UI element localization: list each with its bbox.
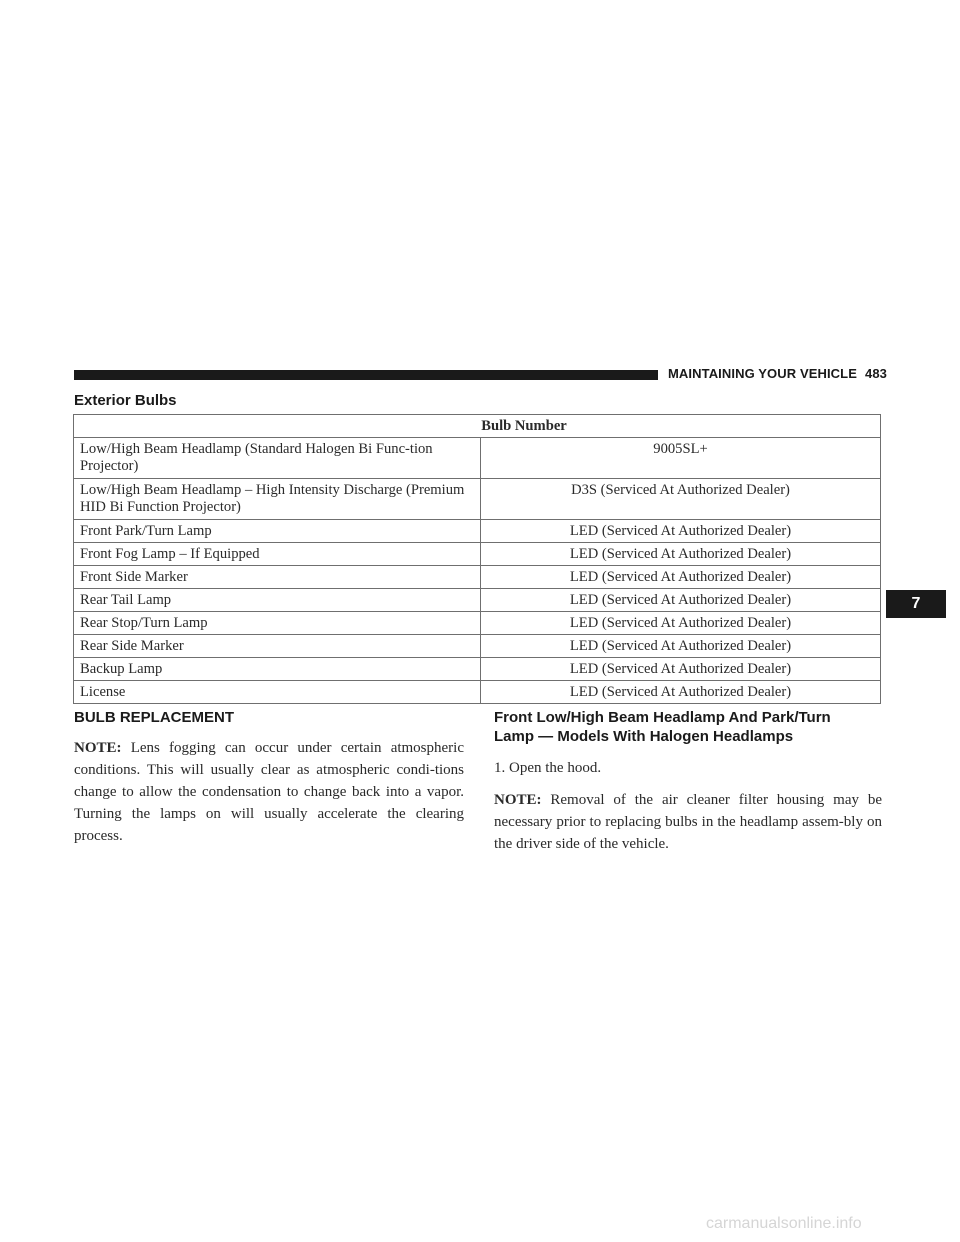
exterior-bulbs-table — [73, 414, 881, 704]
exterior-bulbs-title: Exterior Bulbs — [74, 392, 177, 409]
bulb-cell: LED (Serviced At Authorized Dealer) — [481, 612, 881, 635]
table-row — [74, 681, 881, 704]
bulb-cell: LED (Serviced At Authorized Dealer) — [481, 681, 881, 704]
bulb-cell: LED (Serviced At Authorized Dealer) — [481, 635, 881, 658]
note-label: NOTE: — [74, 740, 122, 756]
right-column — [494, 708, 882, 855]
lamp-cell: Backup Lamp — [74, 658, 481, 681]
headlamp-note — [494, 789, 882, 855]
bulb-cell: 9005SL+ — [481, 438, 881, 479]
note-label: NOTE: — [494, 792, 542, 808]
table-row — [74, 635, 881, 658]
note-text: Lens fogging can occur under certain atmospheric conditions. This will usually clear as atmospheric condi-tions change to allow the condensation to change back into a vapor. Turning the lamps on will usually accelerate the clearing process. — [74, 740, 464, 844]
table-row — [74, 589, 881, 612]
lamp-cell: Rear Tail Lamp — [74, 589, 481, 612]
table-row — [74, 479, 881, 520]
watermark: carmanualsonline.info — [706, 1215, 862, 1232]
table-row — [74, 612, 881, 635]
lamp-cell: Front Side Marker — [74, 566, 481, 589]
table-row — [74, 438, 881, 479]
page-number: 483 — [864, 366, 887, 381]
lamp-cell: Front Fog Lamp – If Equipped — [74, 543, 481, 566]
table-row — [74, 520, 881, 543]
bulb-number-header: Bulb Number — [74, 415, 881, 438]
chapter-tab: 7 — [886, 590, 946, 618]
bulb-cell: LED (Serviced At Authorized Dealer) — [481, 520, 881, 543]
lamp-cell: Rear Stop/Turn Lamp — [74, 612, 481, 635]
front-headlamp-heading — [494, 708, 882, 746]
lamp-cell: Low/High Beam Headlamp (Standard Halogen Bi Func-tion Projector) — [74, 438, 481, 479]
lamp-cell: Front Park/Turn Lamp — [74, 520, 481, 543]
table-row — [74, 566, 881, 589]
note-text: Removal of the air cleaner filter housing may be necessary prior to replacing bulbs in the headlamp assem-bly on the driver side of the vehicle. — [494, 792, 883, 852]
header-rule — [74, 370, 658, 380]
bulb-replacement-note — [74, 737, 464, 847]
step-1: 1. Open the hood. — [494, 760, 602, 776]
bulb-cell: D3S (Serviced At Authorized Dealer) — [481, 479, 881, 520]
lamp-cell: Rear Side Marker — [74, 635, 481, 658]
bulb-cell: LED (Serviced At Authorized Dealer) — [481, 658, 881, 681]
running-header — [668, 366, 887, 381]
bulb-replacement-heading: BULB REPLACEMENT — [74, 709, 234, 726]
bulb-cell: LED (Serviced At Authorized Dealer) — [481, 566, 881, 589]
bulb-cell: LED (Serviced At Authorized Dealer) — [481, 589, 881, 612]
lamp-cell: Low/High Beam Headlamp – High Intensity Discharge (Premium HID Bi Function Projector) — [74, 479, 481, 520]
heading-line: Front Low/High Beam Headlamp And Park/Turn — [494, 709, 831, 726]
table-row — [74, 658, 881, 681]
header-section-title: MAINTAINING YOUR VEHICLE — [668, 366, 857, 381]
table-row — [74, 543, 881, 566]
heading-line: Lamp — Models With Halogen Headlamps — [494, 728, 794, 745]
bulb-cell: LED (Serviced At Authorized Dealer) — [481, 543, 881, 566]
lamp-cell: License — [74, 681, 481, 704]
left-column — [74, 708, 464, 847]
table-header-row — [74, 415, 881, 438]
